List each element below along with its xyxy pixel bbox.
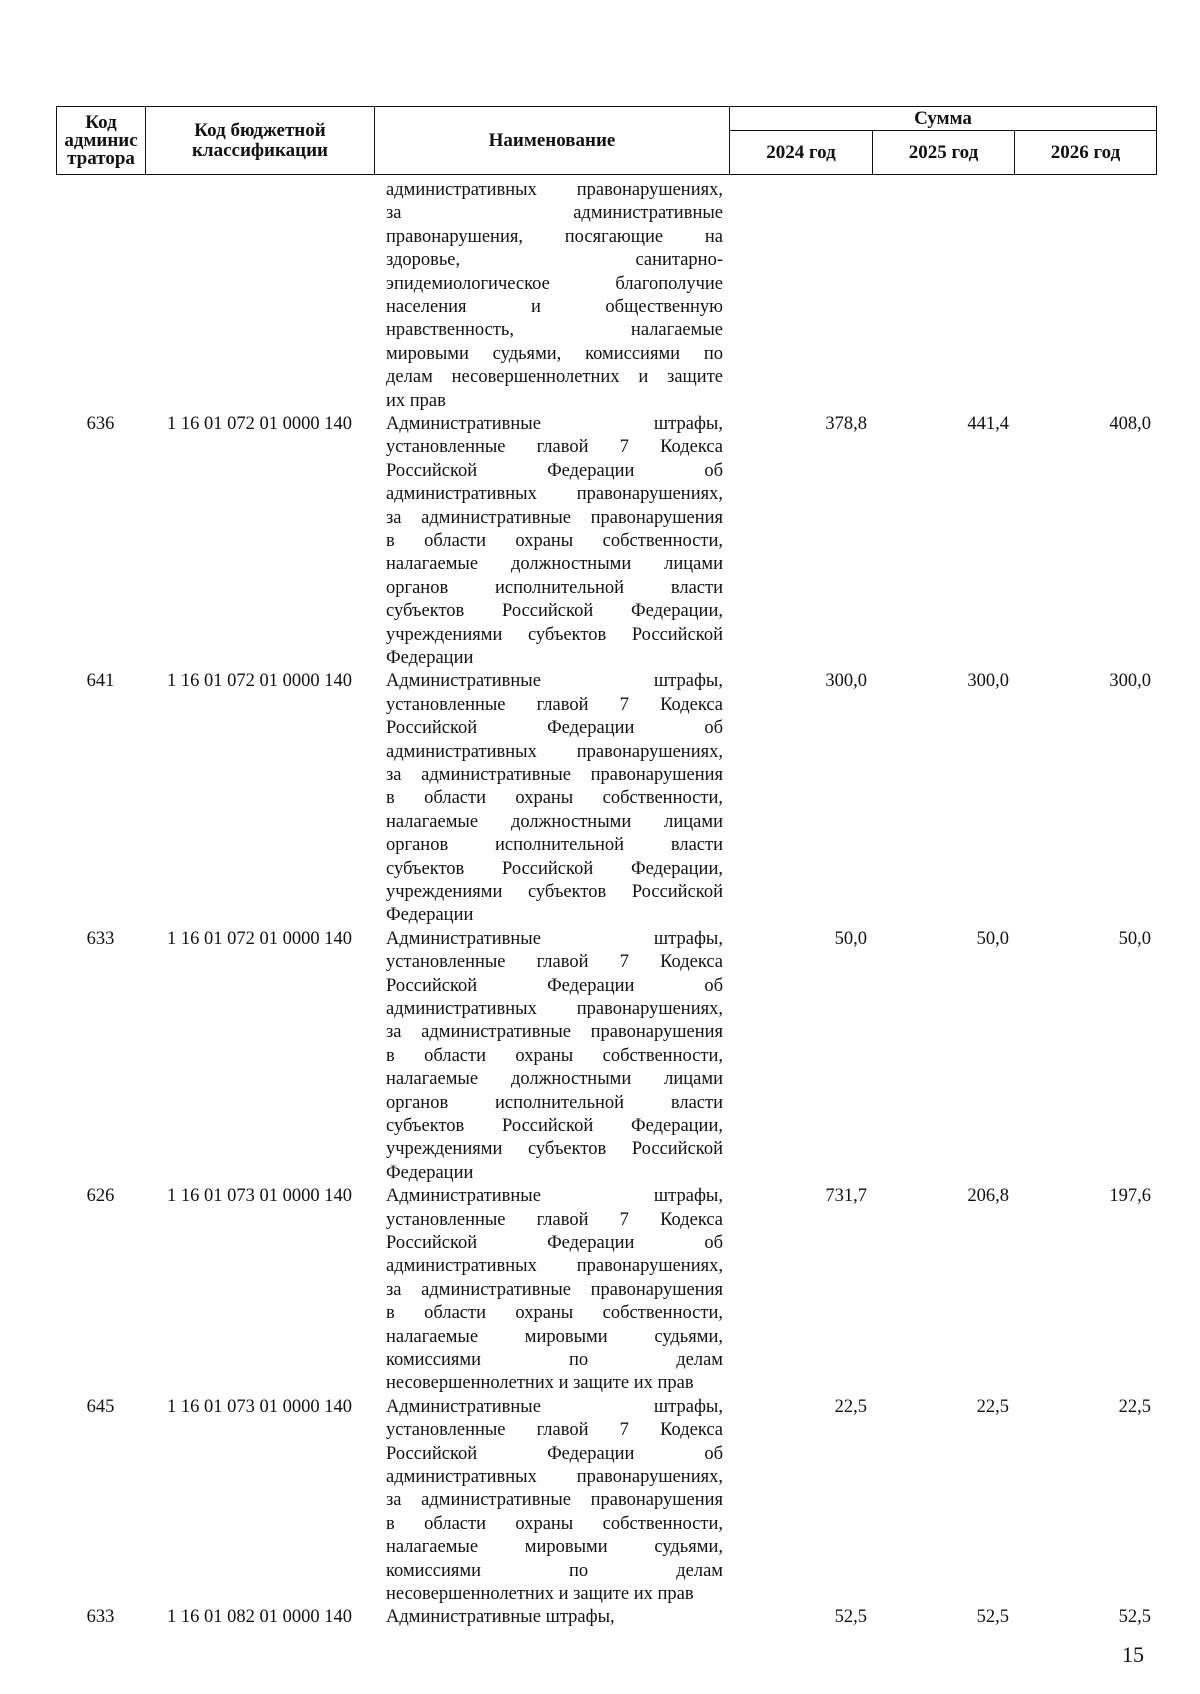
name-line: комиссиями по делам bbox=[386, 1560, 723, 1581]
cell-value-2026: 300,0 bbox=[1109, 671, 1151, 692]
cell-value-2025: 300,0 bbox=[967, 671, 1009, 692]
cell-kbk: 1 16 01 072 01 0000 140 bbox=[167, 928, 352, 949]
cell-value-2024: 300,0 bbox=[825, 671, 867, 692]
cell-admin-code: 645 bbox=[86, 1396, 115, 1417]
cell-name bbox=[386, 670, 723, 927]
name-line: Федерации bbox=[386, 1162, 474, 1183]
name-line: комиссиями по делам bbox=[386, 1349, 723, 1370]
header-admin-code bbox=[57, 107, 146, 175]
cell-value-2024: 52,5 bbox=[834, 1607, 867, 1628]
cell-value-2024: 50,0 bbox=[834, 928, 867, 949]
name-line: субъектов Российской Федерации, bbox=[386, 858, 723, 879]
header-year-2024: 2024 год bbox=[730, 131, 873, 175]
header-admin-line: админис bbox=[64, 129, 138, 151]
header-sum: Сумма bbox=[730, 107, 1157, 131]
name-line: Российской Федерации об bbox=[386, 975, 723, 996]
cell-kbk: 1 16 01 082 01 0000 140 bbox=[167, 1607, 352, 1628]
name-line: установленные главой 7 Кодекса bbox=[386, 437, 723, 458]
name-line: субъектов Российской Федерации, bbox=[386, 1115, 723, 1136]
cell-value-2025: 22,5 bbox=[976, 1396, 1009, 1417]
name-line: нравственность, налагаемые bbox=[386, 320, 723, 341]
cell-value-2026: 408,0 bbox=[1109, 414, 1151, 434]
cell-kbk: 1 16 01 073 01 0000 140 bbox=[167, 1186, 352, 1207]
cell-value-2024: 731,7 bbox=[825, 1186, 867, 1207]
name-line: за административные правонарушения bbox=[386, 1022, 723, 1043]
cell-admin-code: 626 bbox=[86, 1186, 115, 1207]
name-line: органов исполнительной власти bbox=[386, 577, 723, 598]
header-year-2026: 2026 год bbox=[1015, 131, 1157, 175]
header-kbk-line: Код бюджетной bbox=[194, 119, 326, 141]
cell-value-2025: 206,8 bbox=[967, 1186, 1009, 1207]
name-line: административных правонарушениях, bbox=[386, 1466, 723, 1487]
cell-value-2026: 52,5 bbox=[1118, 1607, 1151, 1628]
name-line: Административные штрафы, bbox=[386, 1607, 615, 1628]
cell-name bbox=[386, 928, 723, 1185]
name-line: установленные главой 7 Кодекса bbox=[386, 694, 723, 715]
cell-admin-code: 636 bbox=[86, 414, 115, 434]
name-line: Российской Федерации об bbox=[386, 460, 723, 481]
cell-admin-code: 641 bbox=[86, 671, 115, 692]
name-line: учреждениями субъектов Российской bbox=[386, 881, 723, 902]
cell-value-2024: 378,8 bbox=[825, 414, 867, 434]
name-line: делам несовершеннолетних и защите bbox=[386, 367, 723, 388]
header-kbk bbox=[146, 107, 375, 175]
name-line: эпидемиологическое благополучие bbox=[386, 273, 723, 294]
cell-name bbox=[386, 1185, 723, 1396]
cell-value-2026: 197,6 bbox=[1109, 1186, 1151, 1207]
name-line: административных правонарушениях, bbox=[386, 484, 723, 505]
name-line: населения и общественную bbox=[386, 296, 723, 317]
cell-value-2026: 22,5 bbox=[1118, 1396, 1151, 1417]
cell-name bbox=[386, 1606, 723, 1629]
cell-name bbox=[386, 179, 723, 413]
name-line: налагаемые должностными лицами bbox=[386, 811, 723, 832]
name-line: Административные штрафы, bbox=[386, 671, 723, 692]
name-line: установленные главой 7 Кодекса bbox=[386, 952, 723, 973]
cell-kbk: 1 16 01 072 01 0000 140 bbox=[167, 414, 352, 434]
cell-value-2026: 50,0 bbox=[1118, 928, 1151, 949]
name-line: Российской Федерации об bbox=[386, 1443, 723, 1464]
name-line: их прав bbox=[386, 390, 446, 411]
name-line: субъектов Российской Федерации, bbox=[386, 601, 723, 622]
name-line: здоровье, санитарно- bbox=[386, 250, 723, 271]
cell-name bbox=[386, 413, 723, 670]
name-line: административных правонарушениях, bbox=[386, 180, 723, 200]
name-line: административных правонарушениях, bbox=[386, 1256, 723, 1277]
cell-name bbox=[386, 1396, 723, 1607]
table-header bbox=[56, 106, 1157, 175]
name-line: в области охраны собственности, bbox=[386, 1045, 723, 1066]
name-line: административных правонарушениях, bbox=[386, 998, 723, 1019]
cell-kbk: 1 16 01 072 01 0000 140 bbox=[167, 671, 352, 692]
name-line: органов исполнительной власти bbox=[386, 835, 723, 856]
cell-value-2025: 50,0 bbox=[976, 928, 1009, 949]
name-line: налагаемые должностными лицами bbox=[386, 1069, 723, 1090]
name-line: органов исполнительной власти bbox=[386, 1092, 723, 1113]
name-line: в области охраны собственности, bbox=[386, 1513, 723, 1534]
header-admin-line: тратора bbox=[67, 147, 135, 169]
name-line: Российской Федерации об bbox=[386, 718, 723, 739]
name-line: за административные правонарушения bbox=[386, 1279, 723, 1300]
name-line: Федерации bbox=[386, 905, 474, 926]
name-line: Федерации bbox=[386, 647, 474, 668]
name-line: установленные главой 7 Кодекса bbox=[386, 1420, 723, 1441]
name-line: налагаемые должностными лицами bbox=[386, 554, 723, 575]
name-line: Административные штрафы, bbox=[386, 1396, 723, 1417]
name-line: налагаемые мировыми судьями, bbox=[386, 1326, 723, 1347]
name-line: за административные bbox=[386, 203, 723, 224]
name-line: несовершеннолетних и защите их прав bbox=[386, 1373, 694, 1394]
name-line: административных правонарушениях, bbox=[386, 741, 723, 762]
header-admin-line: Код bbox=[85, 111, 117, 133]
name-line: за административные правонарушения bbox=[386, 1490, 723, 1511]
name-line: учреждениями субъектов Российской bbox=[386, 624, 723, 645]
page-number: 15 bbox=[1122, 1642, 1144, 1667]
name-line: в области охраны собственности, bbox=[386, 1303, 723, 1324]
name-line: установленные главой 7 Кодекса bbox=[386, 1209, 723, 1230]
name-line: в области охраны собственности, bbox=[386, 530, 723, 551]
name-line: мировыми судьями, комиссиями по bbox=[386, 343, 723, 364]
header-year-2025: 2025 год bbox=[873, 131, 1015, 175]
name-line: учреждениями субъектов Российской bbox=[386, 1139, 723, 1160]
cell-admin-code: 633 bbox=[86, 928, 115, 949]
name-line: Российской Федерации об bbox=[386, 1232, 723, 1253]
header-name: Наименование bbox=[375, 107, 730, 175]
name-line: Административные штрафы, bbox=[386, 928, 723, 949]
header-kbk-line: классификации bbox=[191, 139, 328, 161]
cell-value-2025: 441,4 bbox=[967, 414, 1009, 434]
name-line: Административные штрафы, bbox=[386, 414, 723, 434]
name-line: Административные штрафы, bbox=[386, 1186, 723, 1207]
cell-kbk: 1 16 01 073 01 0000 140 bbox=[167, 1396, 352, 1417]
name-line: налагаемые мировыми судьями, bbox=[386, 1537, 723, 1558]
name-line: в области охраны собственности, bbox=[386, 788, 723, 809]
cell-value-2024: 22,5 bbox=[834, 1396, 867, 1417]
name-line: правонарушения, посягающие на bbox=[386, 226, 723, 247]
cell-admin-code: 633 bbox=[86, 1607, 115, 1628]
name-line: несовершеннолетних и защите их прав bbox=[386, 1583, 694, 1604]
name-line: за административные правонарушения bbox=[386, 764, 723, 785]
cell-value-2025: 52,5 bbox=[976, 1607, 1009, 1628]
name-line: за административные правонарушения bbox=[386, 507, 723, 528]
